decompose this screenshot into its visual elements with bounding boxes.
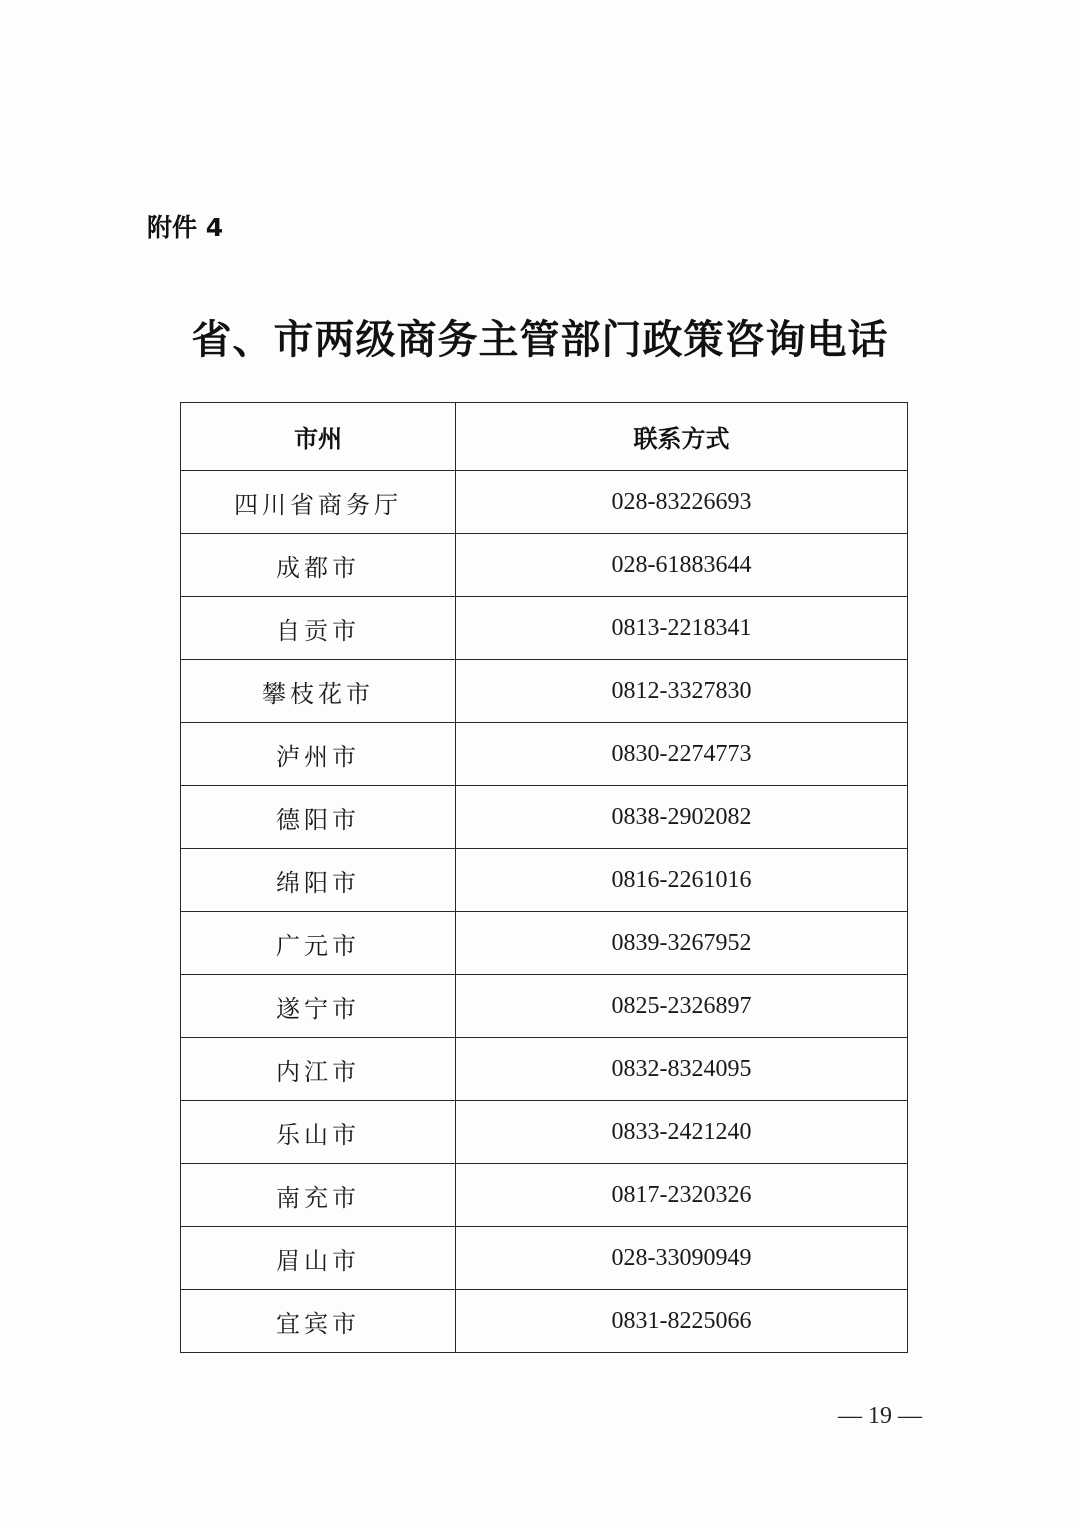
phone-cell: 0817-2320326 (456, 1164, 908, 1227)
phone-cell: 0838-2902082 (456, 786, 908, 849)
city-cell: 泸州市 (181, 723, 456, 786)
table-row (181, 1164, 908, 1227)
table-row (181, 849, 908, 912)
table-row (181, 597, 908, 660)
city-cell: 绵阳市 (181, 849, 456, 912)
phone-cell: 028-33090949 (456, 1227, 908, 1290)
page-number: — 19 — (838, 1403, 922, 1429)
phone-cell: 0816-2261016 (456, 849, 908, 912)
phone-cell: 0813-2218341 (456, 597, 908, 660)
table-row (181, 1290, 908, 1353)
city-cell: 遂宁市 (181, 975, 456, 1038)
table-row (181, 786, 908, 849)
document-title: 省、市两级商务主管部门政策咨询电话 (191, 317, 889, 363)
phone-cell: 0839-3267952 (456, 912, 908, 975)
attachment-label: 附件 4 (147, 213, 224, 242)
city-cell: 德阳市 (181, 786, 456, 849)
table-row (181, 912, 908, 975)
table-row (181, 660, 908, 723)
phone-cell: 0830-2274773 (456, 723, 908, 786)
city-cell: 成都市 (181, 534, 456, 597)
phone-cell: 0825-2326897 (456, 975, 908, 1038)
city-cell: 乐山市 (181, 1101, 456, 1164)
table-row (181, 723, 908, 786)
table-header-row (181, 403, 908, 471)
table-row (181, 975, 908, 1038)
phone-cell: 028-83226693 (456, 471, 908, 534)
phone-cell: 0833-2421240 (456, 1101, 908, 1164)
table-row (181, 1227, 908, 1290)
city-cell: 内江市 (181, 1038, 456, 1101)
city-cell: 自贡市 (181, 597, 456, 660)
city-cell: 攀枝花市 (181, 660, 456, 723)
contact-table (180, 402, 908, 1353)
city-cell: 四川省商务厅 (181, 471, 456, 534)
city-cell: 宜宾市 (181, 1290, 456, 1353)
table-row (181, 471, 908, 534)
table-row (181, 534, 908, 597)
table-row (181, 1038, 908, 1101)
phone-cell: 028-61883644 (456, 534, 908, 597)
city-cell: 眉山市 (181, 1227, 456, 1290)
header-city: 市州 (181, 403, 456, 471)
header-contact: 联系方式 (456, 403, 908, 471)
city-cell: 南充市 (181, 1164, 456, 1227)
table-row (181, 1101, 908, 1164)
phone-cell: 0832-8324095 (456, 1038, 908, 1101)
phone-cell: 0812-3327830 (456, 660, 908, 723)
city-cell: 广元市 (181, 912, 456, 975)
phone-cell: 0831-8225066 (456, 1290, 908, 1353)
